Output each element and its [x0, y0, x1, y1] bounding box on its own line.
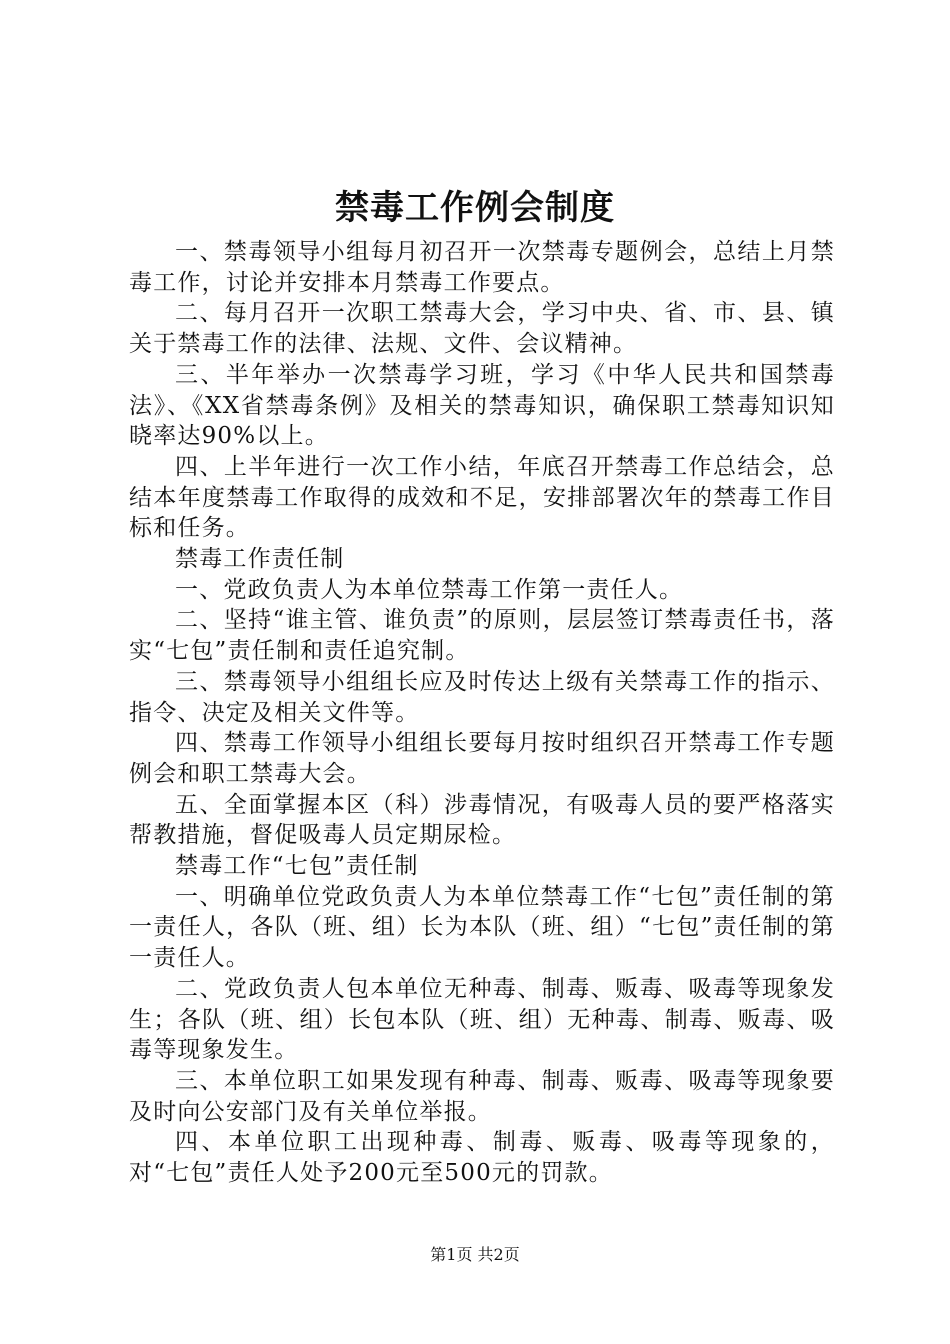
- paragraph: 四、本单位职工出现种毒、制毒、贩毒、吸毒等现象的，对“七包”责任人处予200元至500元的罚款。: [129, 1129, 835, 1187]
- paragraph: 二、坚持“谁主管、谁负责”的原则，层层签订禁毒责任书，落实“七包”责任制和责任追究制。: [129, 607, 835, 665]
- document-title: 禁毒工作例会制度: [335, 188, 615, 228]
- page-footer: 第1页 共2页: [430, 1245, 520, 1264]
- paragraph: 一、明确单位党政负责人为本单位禁毒工作“七包”责任制的第一责任人，各队（班、组）长为本队（班、组）“七包”责任制的第一责任人。: [129, 883, 835, 972]
- paragraph: 二、每月召开一次职工禁毒大会，学习中央、省、市、县、镇关于禁毒工作的法律、法规、文件、会议精神。: [129, 300, 835, 358]
- paragraph: 四、禁毒工作领导小组组长要每月按时组织召开禁毒工作专题例会和职工禁毒大会。: [129, 730, 835, 787]
- paragraph: 三、本单位职工如果发现有种毒、制毒、贩毒、吸毒等现象要及时向公安部门及有关单位举报。: [129, 1067, 835, 1125]
- paragraph: 一、禁毒领导小组每月初召开一次禁毒专题例会，总结上月禁毒工作，讨论并安排本月禁毒工作要点。: [129, 239, 835, 296]
- paragraph: 四、上半年进行一次工作小结，年底召开禁毒工作总结会，总结本年度禁毒工作取得的成效和不足，安排部署次年的禁毒工作目标和任务。: [129, 453, 835, 542]
- paragraph: 二、党政负责人包本单位无种毒、制毒、贩毒、吸毒等现象发生；各队（班、组）长包本队（班、组）无种毒、制毒、贩毒、吸毒等现象发生。: [129, 975, 835, 1064]
- paragraph: 三、半年举办一次禁毒学习班，学习《中华人民共和国禁毒法》、《XX省禁毒条例》及相关的禁毒知识，确保职工禁毒知识知晓率达90%以上。: [129, 361, 835, 450]
- section-heading: 禁毒工作“七包”责任制: [175, 853, 419, 880]
- paragraph: 五、全面掌握本区（科）涉毒情况，有吸毒人员的要严格落实帮教措施，督促吸毒人员定期尿检。: [129, 791, 835, 849]
- paragraph: 一、党政负责人为本单位禁毒工作第一责任人。: [175, 576, 684, 603]
- section-heading: 禁毒工作责任制: [175, 546, 345, 573]
- paragraph: 三、禁毒领导小组组长应及时传达上级有关禁毒工作的指示、指令、决定及相关文件等。: [129, 668, 835, 726]
- document-body: [129, 237, 835, 1189]
